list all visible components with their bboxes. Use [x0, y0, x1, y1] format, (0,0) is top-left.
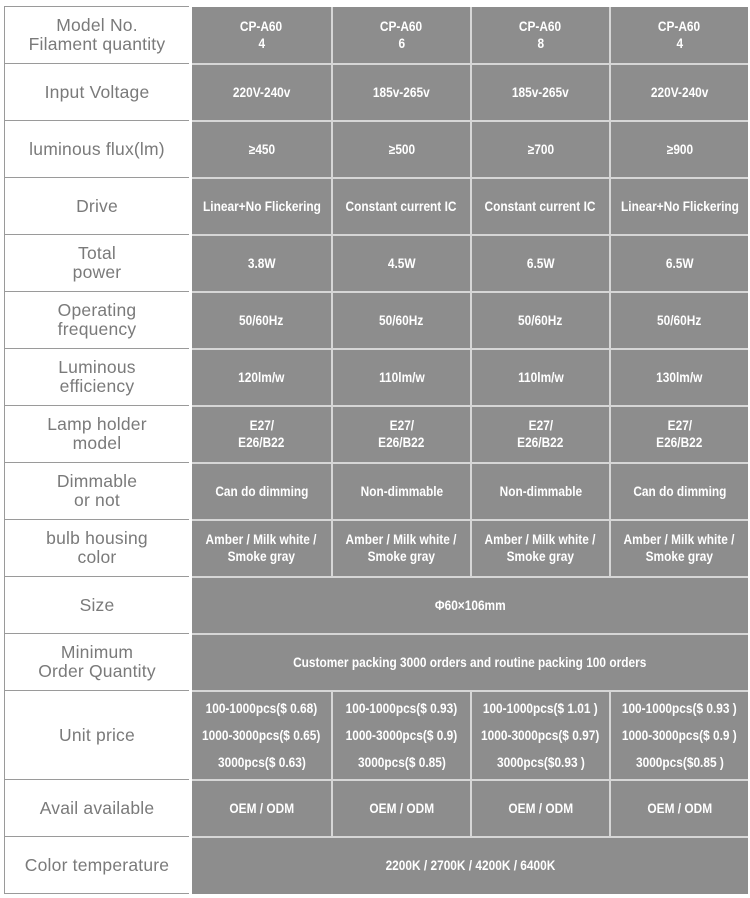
- spec-value-cell: [191, 349, 333, 406]
- row-label-line: Filament quantity: [28, 34, 166, 54]
- spec-value-cell: [191, 178, 333, 235]
- spec-value-cell: [471, 520, 610, 577]
- spec-value-text: Smoke gray: [506, 549, 575, 564]
- spec-value-text: 8: [537, 35, 544, 51]
- spec-value-text: 2200K / 2700K / 4200K / 6400K: [385, 858, 555, 873]
- spec-value-text: 1000-3000pcs($ 0.9 ): [622, 727, 737, 743]
- spec-value-text: Amber / Milk white /: [485, 532, 596, 547]
- spec-row-model-no-filament-quantity: [5, 7, 749, 64]
- spec-value-text: ≥450: [248, 141, 275, 157]
- spec-value-text: CP-A60: [380, 18, 423, 34]
- spec-value-cell: [471, 463, 610, 520]
- spec-value-cell: [332, 691, 471, 780]
- spec-value-cell: [191, 780, 333, 837]
- spec-value-text: 100-1000pcs($ 0.68): [205, 700, 318, 716]
- spec-value-cell: [610, 121, 748, 178]
- spec-value-text: 100-1000pcs($ 0.93 ): [622, 700, 737, 716]
- row-label: [5, 634, 191, 691]
- spec-value-cell: [471, 121, 610, 178]
- spec-row-color-temperature: [5, 837, 749, 894]
- spec-value-cell: [332, 64, 471, 121]
- spec-row-input-voltage: [5, 64, 749, 121]
- spec-value-cell: [191, 406, 333, 463]
- spec-value-text: E27/: [249, 418, 274, 433]
- spec-value-text: Non-dimmable: [360, 483, 443, 499]
- spec-value-text: 185v-265v: [512, 84, 569, 100]
- spec-value-text: Smoke gray: [227, 549, 296, 564]
- row-label-line: Lamp holder: [47, 414, 147, 434]
- row-label-line: efficiency: [59, 376, 135, 396]
- row-label: [5, 7, 191, 64]
- spec-value-text: 110lm/w: [517, 369, 564, 385]
- spec-value-text: 4.5W: [387, 255, 416, 271]
- spec-value-cell: [332, 349, 471, 406]
- spec-value-text: 1000-3000pcs($ 0.65): [202, 727, 321, 743]
- row-label-line: Avail available: [39, 797, 155, 818]
- spec-row-avail-available: [5, 780, 749, 837]
- spec-value-text: Constant current IC: [346, 198, 457, 214]
- row-label-line: Unit price: [59, 724, 135, 745]
- spec-value-cell: [610, 780, 748, 837]
- row-label-line: Color temperature: [24, 854, 170, 875]
- spec-value-cell: [610, 7, 748, 64]
- spec-value-text: 50/60Hz: [657, 312, 702, 328]
- spec-value-cell: [471, 691, 610, 780]
- spec-value-cell: [610, 235, 748, 292]
- row-label-line: bulb housing: [46, 528, 148, 548]
- spec-value-merged: [191, 577, 749, 634]
- spec-value-cell: [610, 406, 748, 463]
- row-label-line: Order Quantity: [38, 661, 156, 681]
- spec-value-text: CP-A60: [658, 18, 701, 34]
- spec-value-text: 110lm/w: [378, 369, 425, 385]
- spec-value-cell: [332, 121, 471, 178]
- spec-value-text: Smoke gray: [367, 549, 436, 564]
- spec-value-text: 3.8W: [247, 255, 276, 271]
- spec-value-text: 4: [258, 35, 265, 51]
- spec-value-cell: [332, 520, 471, 577]
- spec-value-cell: [332, 178, 471, 235]
- row-label-line: color: [77, 547, 117, 567]
- spec-row-luminous-efficiency: [5, 349, 749, 406]
- spec-value-text: E26/B22: [238, 435, 285, 450]
- spec-value-cell: [471, 292, 610, 349]
- row-label-line: Input Voltage: [44, 81, 150, 102]
- spec-value-text: Φ60×106mm: [434, 597, 506, 613]
- spec-value-cell: [191, 691, 333, 780]
- spec-value-text: E27/: [667, 418, 692, 433]
- spec-value-text: 130lm/w: [656, 369, 703, 385]
- spec-value-cell: [471, 235, 610, 292]
- row-label-line: Model No.: [56, 15, 138, 35]
- row-label: [5, 837, 191, 894]
- spec-value-text: 1000-3000pcs($ 0.97): [481, 727, 600, 743]
- spec-value-cell: [332, 406, 471, 463]
- row-label-line: Total: [78, 243, 116, 263]
- spec-row-size: [5, 577, 749, 634]
- spec-value-text: Linear+No Flickering: [202, 198, 321, 214]
- spec-value-text: OEM / ODM: [508, 800, 573, 816]
- row-label-line: luminous flux(lm): [29, 138, 165, 159]
- spec-value-text: Smoke gray: [645, 549, 714, 564]
- row-label-line: Drive: [76, 195, 118, 216]
- spec-value-merged: [191, 634, 749, 691]
- spec-value-cell: [471, 178, 610, 235]
- spec-value-cell: [332, 463, 471, 520]
- spec-value-text: Can do dimming: [214, 483, 309, 499]
- row-label-line: Dimmable: [56, 471, 138, 491]
- spec-value-cell: [610, 463, 748, 520]
- spec-value-text: 100-1000pcs($ 0.93): [345, 700, 458, 716]
- spec-value-text: 3000pcs($ 0.63): [217, 754, 306, 770]
- spec-value-text: ≥500: [388, 141, 415, 157]
- spec-value-text: 6: [398, 35, 405, 51]
- spec-value-text: CP-A60: [240, 18, 283, 34]
- row-label-line: Operating: [57, 300, 137, 320]
- row-label: [5, 406, 191, 463]
- row-label: [5, 64, 191, 121]
- spec-value-cell: [471, 7, 610, 64]
- row-label-line: power: [72, 262, 122, 282]
- spec-value-text: 185v-265v: [373, 84, 430, 100]
- spec-value-text: ≥700: [527, 141, 554, 157]
- row-label: [5, 520, 191, 577]
- spec-row-drive: [5, 178, 749, 235]
- row-label: [5, 349, 191, 406]
- spec-value-text: Linear+No Flickering: [620, 198, 739, 214]
- spec-value-cell: [191, 463, 333, 520]
- spec-row-unit-price: [5, 691, 749, 780]
- spec-value-text: 3000pcs($ 0.85): [357, 754, 446, 770]
- spec-value-text: ≥900: [666, 141, 693, 157]
- spec-row-lamp-holder-model: [5, 406, 749, 463]
- spec-value-cell: [191, 7, 333, 64]
- spec-value-text: 100-1000pcs($ 1.01 ): [483, 700, 598, 716]
- spec-value-text: Amber / Milk white /: [346, 532, 457, 547]
- spec-value-text: CP-A60: [519, 18, 562, 34]
- spec-value-text: Amber / Milk white /: [206, 532, 317, 547]
- spec-value-cell: [191, 235, 333, 292]
- row-label: [5, 577, 191, 634]
- row-label: [5, 691, 191, 780]
- spec-value-text: Amber / Milk white /: [624, 532, 735, 547]
- row-label-line: frequency: [57, 319, 137, 339]
- spec-value-cell: [332, 780, 471, 837]
- spec-value-cell: [471, 349, 610, 406]
- spec-value-text: E27/: [528, 418, 553, 433]
- row-label-line: Minimum: [60, 642, 134, 662]
- row-label: [5, 463, 191, 520]
- row-label: [5, 292, 191, 349]
- spec-value-cell: [610, 292, 748, 349]
- spec-value-cell: [332, 292, 471, 349]
- product-spec-table: [4, 6, 748, 894]
- spec-row-total-power: [5, 235, 749, 292]
- spec-value-text: 50/60Hz: [239, 312, 284, 328]
- spec-value-cell: [610, 178, 748, 235]
- spec-value-cell: [191, 520, 333, 577]
- spec-value-text: E26/B22: [517, 435, 564, 450]
- spec-value-text: OEM / ODM: [647, 800, 712, 816]
- row-label-line: Luminous: [58, 357, 136, 377]
- spec-value-text: 220V-240v: [650, 84, 709, 100]
- row-label: [5, 780, 191, 837]
- spec-value-text: 1000-3000pcs($ 0.9): [345, 727, 458, 743]
- spec-value-text: Non-dimmable: [499, 483, 582, 499]
- spec-value-cell: [332, 235, 471, 292]
- row-label: [5, 235, 191, 292]
- spec-value-text: E27/: [389, 418, 414, 433]
- spec-value-merged: [191, 837, 749, 894]
- spec-value-cell: [610, 349, 748, 406]
- spec-value-text: 3000pcs($0.93 ): [496, 754, 585, 770]
- spec-row-dimmable-or-not: [5, 463, 749, 520]
- spec-value-text: 220V-240v: [232, 84, 291, 100]
- row-label: [5, 178, 191, 235]
- spec-value-text: Customer packing 3000 orders and routine packing 100 orders: [293, 654, 647, 670]
- spec-value-cell: [471, 64, 610, 121]
- spec-value-cell: [471, 406, 610, 463]
- spec-value-cell: [191, 292, 333, 349]
- spec-value-text: E26/B22: [656, 435, 703, 450]
- spec-value-cell: [332, 7, 471, 64]
- spec-row-minimum-order-quantity: [5, 634, 749, 691]
- spec-row-operating-frequency: [5, 292, 749, 349]
- spec-value-text: OEM / ODM: [229, 800, 294, 816]
- spec-value-text: 3000pcs($0.85 ): [635, 754, 724, 770]
- spec-value-text: 6.5W: [526, 255, 555, 271]
- spec-value-cell: [191, 64, 333, 121]
- spec-row-luminous-flux-lm: [5, 121, 749, 178]
- row-label: [5, 121, 191, 178]
- spec-value-cell: [610, 64, 748, 121]
- spec-value-text: Can do dimming: [632, 483, 727, 499]
- spec-value-text: 50/60Hz: [379, 312, 424, 328]
- spec-value-cell: [610, 691, 748, 780]
- spec-value-text: Constant current IC: [485, 198, 596, 214]
- spec-value-text: 4: [676, 35, 683, 51]
- spec-value-cell: [610, 520, 748, 577]
- spec-value-cell: [191, 121, 333, 178]
- spec-row-bulb-housing-color: [5, 520, 749, 577]
- spec-value-cell: [471, 780, 610, 837]
- row-label-line: model: [72, 433, 122, 453]
- spec-value-text: OEM / ODM: [369, 800, 434, 816]
- row-label-line: Size: [79, 594, 115, 615]
- spec-value-text: 120lm/w: [238, 369, 285, 385]
- spec-value-text: E26/B22: [378, 435, 425, 450]
- spec-value-text: 6.5W: [665, 255, 694, 271]
- row-label-line: or not: [74, 490, 120, 510]
- spec-value-text: 50/60Hz: [518, 312, 563, 328]
